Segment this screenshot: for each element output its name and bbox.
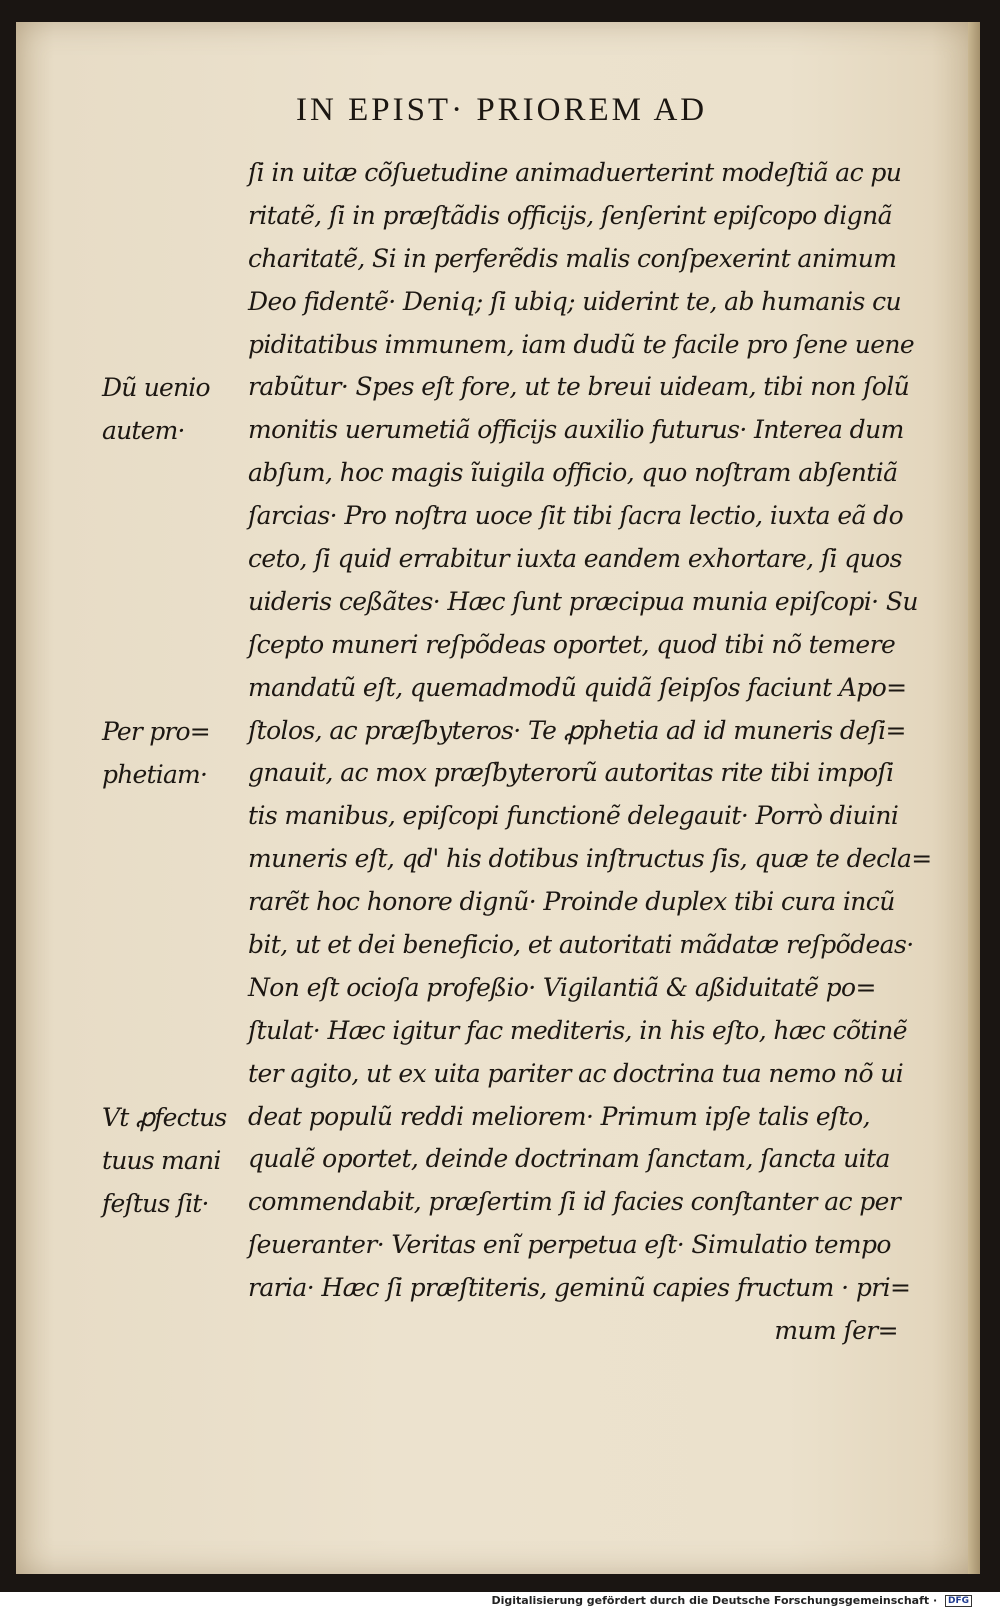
margin-note-line: Per pro= (102, 717, 210, 746)
text-line: ſeueranter· Veritas enĩ perpetua eſt· Simulatio tempo (248, 1230, 891, 1260)
text-line: Deo fidentẽ· Deniq; ſi ubiq; uiderint te, ab humanis cu (248, 286, 902, 316)
running-head: IN EPIST· PRIOREM AD (296, 92, 708, 128)
margin-note-line: Dũ uenio (102, 373, 210, 402)
text-line: gnauit, ac mox præſbyterorũ autoritas rite tibi impoſi (248, 758, 894, 788)
text-line: muneris eſt, qd' his dotibus inſtructus ſis, quæ te decla= (248, 844, 932, 874)
margin-note-line: phetiam· (102, 759, 208, 789)
text-line: abſum, hoc magis ĩuigila officio, quo noſtram abſentiã (248, 458, 898, 488)
margin-note-line: autem· (102, 415, 185, 445)
text-line: tis manibus, epiſcopi functionẽ delegauit· Porrò diuini (248, 801, 899, 831)
funding-footer (491, 1594, 972, 1607)
body-text (248, 152, 932, 1353)
text-line: piditatibus immunem, iam dudũ te facile pro ſene uene (248, 329, 915, 359)
text-line: ſcepto muneri reſpõdeas oportet, quod tibi nõ temere (248, 629, 896, 659)
text-line: rabũtur· Spes eſt fore, ut te breui uideam, tibi non ſolũ (248, 372, 910, 402)
dfg-logo: DFG (945, 1595, 972, 1607)
text-line: ter agito, ut ex uita pariter ac doctrina tua nemo nõ ui (248, 1058, 904, 1088)
text-line: ſtolos, ac præſbyteros· Te ꝓphetia ad id muneris deſi= (248, 715, 906, 745)
text-line: qualẽ oportet, deinde doctrinam ſanctam, ſancta uita (248, 1144, 890, 1174)
text-line: ritatẽ, ſi in præſtãdis officijs, ſenſerint epiſcopo dignã (248, 200, 892, 230)
margin-note (102, 367, 242, 453)
margin-note-line: feſtus ſit· (102, 1188, 209, 1218)
text-line: commendabit, præſertim ſi id facies conſtanter ac per (248, 1187, 901, 1217)
text-line: monitis uerumetiã officijs auxilio futurus· Interea dum (248, 415, 904, 445)
text-line: rarẽt hoc honore dignũ· Proinde duplex tibi cura incũ (248, 887, 895, 917)
catchword: mum ſer= (774, 1316, 898, 1346)
text-line: raria· Hæc ſi præſtiteris, geminũ capies fructum · pri= (248, 1273, 911, 1303)
text-line: ſi in uitæ cõſuetudine animaduerterint modeſtiã ac pu (248, 158, 902, 187)
text-line: deat populũ reddi meliorem· Primum ipſe talis eſto, (248, 1101, 870, 1131)
text-line: Non eſt ocioſa profeßio· Vigilantiã & aßiduitatẽ po= (248, 972, 876, 1002)
text-line: charitatẽ, Si in perferẽdis malis conſpexerint animum (248, 243, 897, 273)
text-line: ſarcias· Pro noſtra uoce ſit tibi ſacra lectio, iuxta eã do (248, 501, 904, 531)
text-line: ceto, ſi quid errabitur iuxta eandem exhortare, ſi quos (248, 544, 902, 574)
page-edge (968, 22, 980, 1574)
text-line: uideris ceßãtes· Hæc ſunt præcipua munia epiſcopi· Su (248, 586, 918, 616)
text-line: bit, ut et dei beneficio, et autoritati mãdatæ reſpõdeas· (248, 930, 914, 960)
margin-note-line: Vt ꝓfectus (102, 1103, 227, 1132)
footer-text: Digitalisierung gefördert durch die Deutsche Forschungsgemeinschaft · (491, 1594, 938, 1607)
text-line: mandatũ eſt, quemadmodũ quidã ſeipſos faciunt Apo= (248, 672, 907, 702)
margin-note (102, 711, 242, 797)
margin-note (102, 1097, 242, 1226)
text-line: ſtulat· Hæc igitur fac mediteris, in his eſto, hæc cõtinẽ (248, 1015, 907, 1045)
margin-note-line: tuus mani (102, 1145, 221, 1175)
